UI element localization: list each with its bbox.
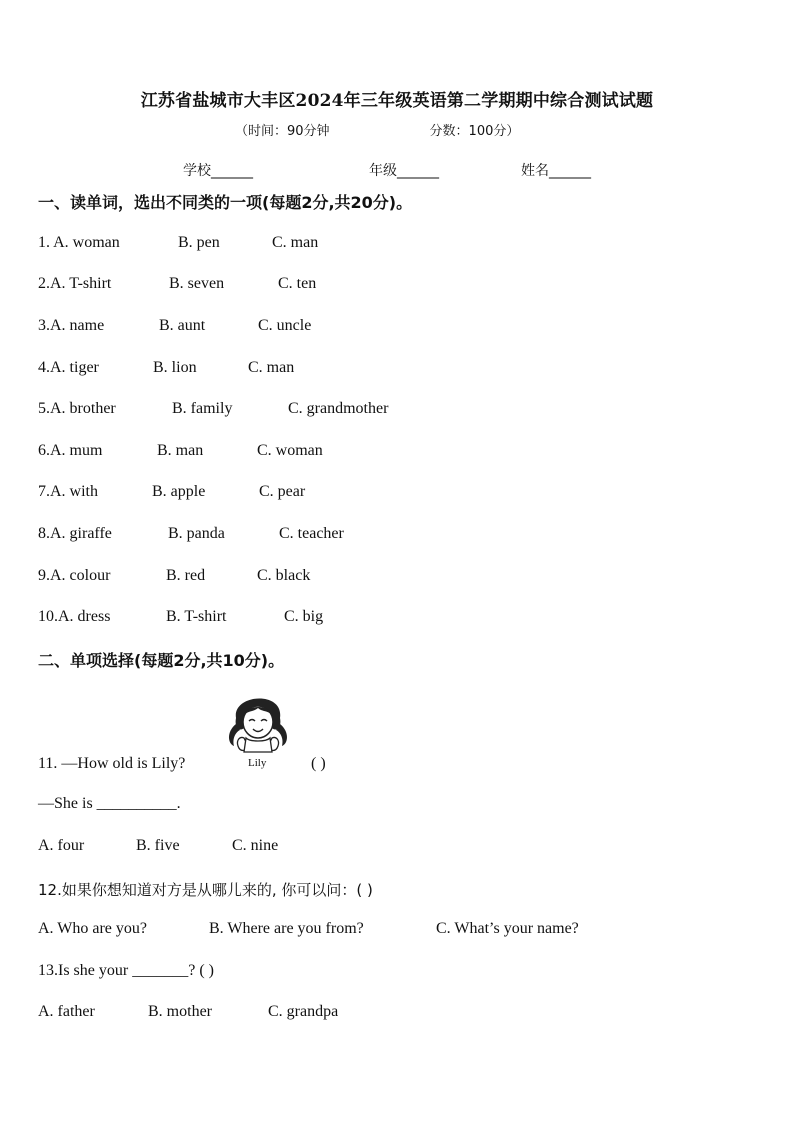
question-6: 6.A. mum: [38, 442, 103, 459]
exam-score: 分数：100分）: [429, 124, 520, 139]
question-12-option-c: C. What’s your name?: [436, 920, 579, 937]
question-7-option-b: B. apple: [152, 483, 206, 500]
question-13-option-c: C. grandpa: [268, 1003, 339, 1020]
question-1-option-c: C. man: [272, 234, 319, 251]
question-4-option-c: C. man: [248, 359, 295, 376]
question-8: 8.A. giraffe: [38, 525, 112, 542]
name-field: 姓名______: [521, 163, 591, 179]
question-8-option-c: C. teacher: [279, 525, 344, 542]
grade-field: 年级______: [369, 163, 439, 179]
question-3: 3.A. name: [38, 317, 105, 334]
question-12: 12.如果你想知道对方是从哪儿来的, 你可以问：( ): [38, 881, 373, 899]
question-3-option-b: B. aunt: [159, 317, 206, 334]
lily-caption: Lily: [248, 757, 267, 769]
question-11-answer-parens: ( ): [311, 755, 326, 772]
question-13: 13.Is she your _______? ( ): [38, 962, 214, 979]
question-9-option-b: B. red: [166, 567, 206, 584]
exam-title: 江苏省盐城市大丰区2024年三年级英语第二学期期中综合测试试题: [140, 91, 654, 111]
question-10-option-b: B. T-shirt: [166, 608, 227, 625]
question-6-option-b: B. man: [157, 442, 204, 459]
question-12-option-b: B. Where are you from?: [209, 920, 364, 937]
question-3-option-c: C. uncle: [258, 317, 312, 334]
question-1-option-b: B. pen: [178, 234, 220, 251]
section-1-heading: 一、读单词，选出不同类的一项(每题2分,共20分)。: [38, 193, 413, 212]
question-5: 5.A. brother: [38, 400, 116, 417]
question-4-option-b: B. lion: [153, 359, 197, 376]
question-7-option-c: C. pear: [259, 483, 306, 500]
question-10-option-c: C. big: [284, 608, 324, 625]
section-2-heading: 二、单项选择(每题2分,共10分)。: [38, 651, 285, 670]
question-12-option-a: A. Who are you?: [38, 920, 147, 937]
question-2: 2.A. T-shirt: [38, 275, 112, 292]
question-10: 10.A. dress: [38, 608, 111, 625]
question-2-option-c: C. ten: [278, 275, 317, 292]
question-2-option-b: B. seven: [169, 275, 225, 292]
question-13-option-b: B. mother: [148, 1003, 212, 1020]
question-5-option-b: B. family: [172, 400, 233, 417]
question-9: 9.A. colour: [38, 567, 111, 584]
question-9-option-c: C. black: [257, 567, 311, 584]
question-11: 11. —How old is Lily?: [38, 755, 186, 772]
question-13-option-a: A. father: [38, 1003, 95, 1020]
question-11-option-c: C. nine: [232, 837, 279, 854]
exam-subtitle: [235, 120, 519, 139]
question-11-answer-line: —She is __________.: [38, 795, 181, 812]
question-6-option-c: C. woman: [257, 442, 323, 459]
question-11-option-b: B. five: [136, 837, 180, 854]
question-11-option-a: A. four: [38, 837, 85, 854]
question-1: 1. A. woman: [38, 234, 120, 251]
question-7: 7.A. with: [38, 483, 98, 500]
school-field: 学校______: [183, 163, 253, 179]
question-4: 4.A. tiger: [38, 359, 99, 376]
exam-time: （时间：90分钟: [235, 124, 330, 139]
question-8-option-b: B. panda: [168, 525, 225, 542]
question-5-option-c: C. grandmother: [288, 400, 389, 417]
